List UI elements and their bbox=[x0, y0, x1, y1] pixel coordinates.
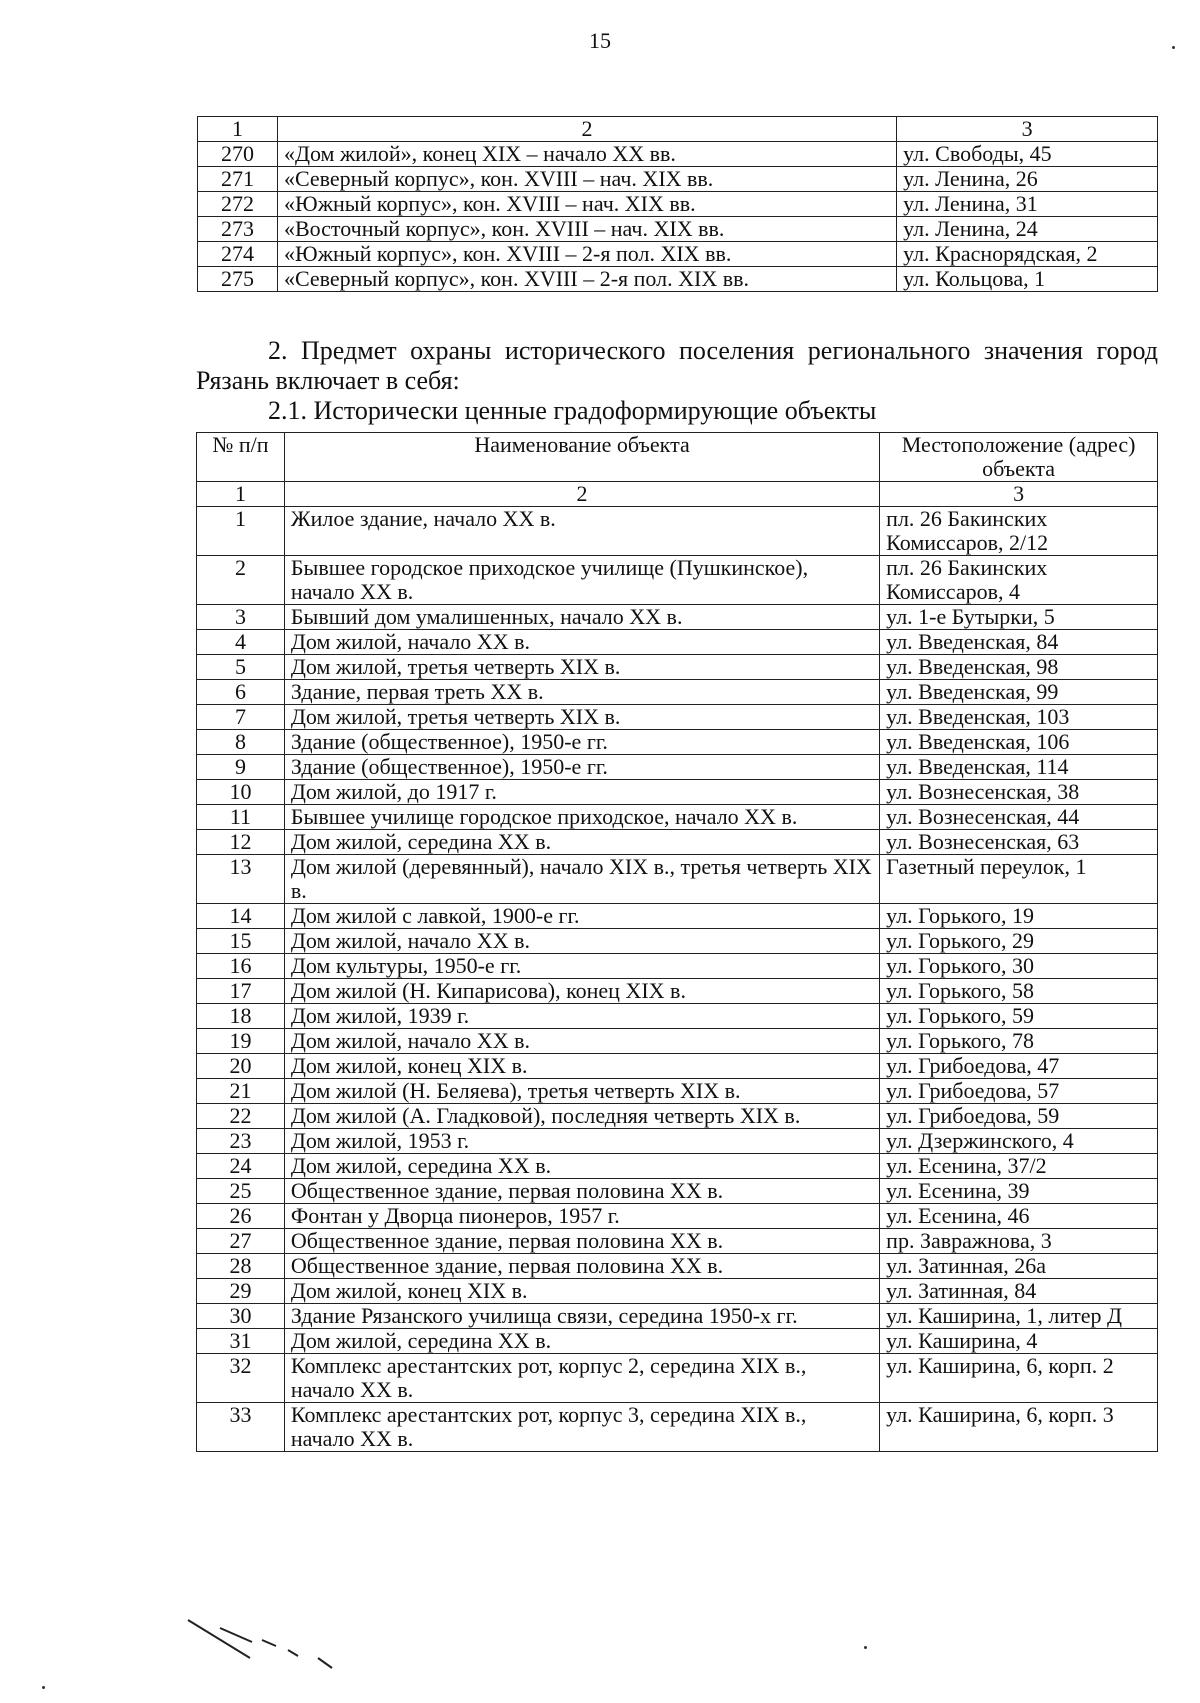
table-cell: 1 bbox=[197, 482, 285, 507]
object-address: ул. Горького, 19 bbox=[880, 904, 1158, 929]
row-number: 13 bbox=[197, 855, 285, 904]
object-name: Дом жилой, третья четверть XIX в. bbox=[284, 655, 879, 680]
speck bbox=[1172, 46, 1175, 49]
object-name: Дом жилой (Н. Кипарисова), конец XIX в. bbox=[284, 979, 879, 1004]
object-name: Комплекс арестантских рот, корпус 2, середина XIX в., начало XX в. bbox=[284, 1354, 879, 1403]
object-name: Дом жилой, 1953 г. bbox=[284, 1129, 879, 1154]
table-row bbox=[197, 1179, 1158, 1204]
row-number: 11 bbox=[197, 805, 285, 830]
object-address: ул. 1-е Бутырки, 5 bbox=[880, 605, 1158, 630]
table-row bbox=[197, 630, 1158, 655]
page-number: 15 bbox=[589, 28, 611, 53]
object-address: ул. Есенина, 46 bbox=[880, 1204, 1158, 1229]
object-address: ул. Введенская, 98 bbox=[880, 655, 1158, 680]
row-number: 16 bbox=[197, 954, 285, 979]
table-row bbox=[197, 855, 1158, 904]
object-name: Дом жилой с лавкой, 1900-е гг. bbox=[284, 904, 879, 929]
row-number: 272 bbox=[198, 192, 278, 217]
object-name: Дом жилой (деревянный), начало XIX в., третья четверть XIX в. bbox=[284, 855, 879, 904]
object-address: ул. Каширина, 6, корп. 3 bbox=[880, 1403, 1158, 1452]
paragraph-subject-protection: 2. Предмет охраны исторического поселения регионального значения город Рязань включает в себя: bbox=[196, 336, 1158, 395]
header-number: № п/п bbox=[197, 433, 285, 482]
object-address: ул. Грибоедова, 59 bbox=[880, 1104, 1158, 1129]
table-row bbox=[197, 730, 1158, 755]
table-row bbox=[197, 1204, 1158, 1229]
object-address: ул. Грибоедова, 47 bbox=[880, 1054, 1158, 1079]
row-number: 273 bbox=[198, 217, 278, 242]
row-number: 31 bbox=[197, 1329, 285, 1354]
table-row bbox=[197, 1329, 1158, 1354]
object-address: ул. Ленина, 26 bbox=[897, 167, 1158, 192]
object-address: ул. Горького, 30 bbox=[880, 954, 1158, 979]
object-address: ул. Каширина, 6, корп. 2 bbox=[880, 1354, 1158, 1403]
table-header-row bbox=[197, 433, 1158, 482]
object-name: Бывшее городское приходское училище (Пушкинское), начало XX в. bbox=[284, 556, 879, 605]
object-name: Дом жилой, середина XX в. bbox=[284, 1329, 879, 1354]
object-address: ул. Грибоедова, 57 bbox=[880, 1079, 1158, 1104]
row-number: 6 bbox=[197, 680, 285, 705]
header-address: Местоположение (адрес) объекта bbox=[880, 433, 1158, 482]
object-address: ул. Краснорядская, 2 bbox=[897, 242, 1158, 267]
object-name: Дом жилой, конец XIX в. bbox=[284, 1054, 879, 1079]
object-address: пл. 26 Бакинских Комиссаров, 2/12 bbox=[880, 507, 1158, 556]
row-number: 33 bbox=[197, 1403, 285, 1452]
object-address: ул. Ленина, 24 bbox=[897, 217, 1158, 242]
object-name: «Дом жилой», конец XIX – начало XX вв. bbox=[277, 142, 896, 167]
table-row bbox=[197, 1079, 1158, 1104]
object-name: Дом жилой (А. Гладковой), последняя четверть XIX в. bbox=[284, 1104, 879, 1129]
table-row bbox=[197, 1354, 1158, 1403]
table-row bbox=[197, 1403, 1158, 1452]
object-name: «Восточный корпус», кон. XVIII – нач. XIX вв. bbox=[277, 217, 896, 242]
row-number: 5 bbox=[197, 655, 285, 680]
object-name: «Северный корпус», кон. XVIII – нач. XIX вв. bbox=[277, 167, 896, 192]
object-address: пл. 26 Бакинских Комиссаров, 4 bbox=[880, 556, 1158, 605]
table-row bbox=[197, 1304, 1158, 1329]
object-name: Общественное здание, первая половина XX в. bbox=[284, 1229, 879, 1254]
object-address: ул. Вознесенская, 38 bbox=[880, 780, 1158, 805]
object-name: Дом жилой, до 1917 г. bbox=[284, 780, 879, 805]
row-number: 10 bbox=[197, 780, 285, 805]
object-name: Дом жилой (Н. Беляева), третья четверть XIX в. bbox=[284, 1079, 879, 1104]
table-row bbox=[197, 705, 1158, 730]
object-address: ул. Введенская, 99 bbox=[880, 680, 1158, 705]
object-name: Бывший дом умалишенных, начало XX в. bbox=[284, 605, 879, 630]
table-row bbox=[197, 1029, 1158, 1054]
object-name: Дом жилой, середина XX в. bbox=[284, 1154, 879, 1179]
table-row bbox=[197, 605, 1158, 630]
row-number: 274 bbox=[198, 242, 278, 267]
table-row bbox=[197, 830, 1158, 855]
object-address: ул. Есенина, 37/2 bbox=[880, 1154, 1158, 1179]
row-number: 1 bbox=[197, 507, 285, 556]
object-name: Здание, первая треть XX в. bbox=[284, 680, 879, 705]
row-number: 8 bbox=[197, 730, 285, 755]
table-row bbox=[198, 217, 1158, 242]
object-address: ул. Дзержинского, 4 bbox=[880, 1129, 1158, 1154]
table-row bbox=[197, 780, 1158, 805]
object-address: ул. Каширина, 4 bbox=[880, 1329, 1158, 1354]
object-address: ул. Вознесенская, 44 bbox=[880, 805, 1158, 830]
header-name: Наименование объекта bbox=[284, 433, 879, 482]
top-table bbox=[197, 116, 1158, 292]
row-number: 14 bbox=[197, 904, 285, 929]
object-name: Комплекс арестантских рот, корпус 3, середина XIX в., начало XX в. bbox=[284, 1403, 879, 1452]
row-number: 271 bbox=[198, 167, 278, 192]
table-row bbox=[197, 655, 1158, 680]
table-row bbox=[197, 755, 1158, 780]
table-row bbox=[197, 1104, 1158, 1129]
object-address: ул. Затинная, 26а bbox=[880, 1254, 1158, 1279]
table-row bbox=[197, 1154, 1158, 1179]
object-name: «Южный корпус», кон. XVIII – 2-я пол. XIX вв. bbox=[277, 242, 896, 267]
row-number: 18 bbox=[197, 1004, 285, 1029]
row-number: 2 bbox=[197, 556, 285, 605]
object-name: Жилое здание, начало XX в. bbox=[284, 507, 879, 556]
row-number: 270 bbox=[198, 142, 278, 167]
table-row bbox=[197, 1254, 1158, 1279]
table-row bbox=[197, 904, 1158, 929]
table-row bbox=[197, 1129, 1158, 1154]
table-row bbox=[198, 167, 1158, 192]
row-number: 19 bbox=[197, 1029, 285, 1054]
row-number: 20 bbox=[197, 1054, 285, 1079]
object-address: пр. Завражнова, 3 bbox=[880, 1229, 1158, 1254]
object-name: Фонтан у Дворца пионеров, 1957 г. bbox=[284, 1204, 879, 1229]
table-row bbox=[197, 507, 1158, 556]
table-row bbox=[197, 929, 1158, 954]
object-name: Дом культуры, 1950-е гг. bbox=[284, 954, 879, 979]
table-number-row bbox=[198, 117, 1158, 142]
row-number: 275 bbox=[198, 267, 278, 292]
table-row bbox=[197, 556, 1158, 605]
object-address: ул. Горького, 59 bbox=[880, 1004, 1158, 1029]
object-name: «Южный корпус», кон. XVIII – нач. XIX вв. bbox=[277, 192, 896, 217]
table-row bbox=[198, 267, 1158, 292]
row-number: 3 bbox=[197, 605, 285, 630]
row-number: 24 bbox=[197, 1154, 285, 1179]
object-name: Дом жилой, начало XX в. bbox=[284, 630, 879, 655]
table-row bbox=[198, 192, 1158, 217]
object-name: Дом жилой, начало XX в. bbox=[284, 1029, 879, 1054]
object-address: Газетный переулок, 1 bbox=[880, 855, 1158, 904]
table-cell: 1 bbox=[198, 117, 278, 142]
object-address: ул. Горького, 58 bbox=[880, 979, 1158, 1004]
row-number: 17 bbox=[197, 979, 285, 1004]
table-cell: 3 bbox=[880, 482, 1158, 507]
object-name: «Северный корпус», кон. XVIII – 2-я пол. XIX вв. bbox=[277, 267, 896, 292]
object-name: Дом жилой, начало XX в. bbox=[284, 929, 879, 954]
row-number: 29 bbox=[197, 1279, 285, 1304]
object-name: Общественное здание, первая половина XX в. bbox=[284, 1179, 879, 1204]
table-cell: 2 bbox=[284, 482, 879, 507]
object-name: Здание Рязанского училища связи, середина 1950-х гг. bbox=[284, 1304, 879, 1329]
row-number: 9 bbox=[197, 755, 285, 780]
table-cell: 2 bbox=[277, 117, 896, 142]
row-number: 28 bbox=[197, 1254, 285, 1279]
object-name: Здание (общественное), 1950-е гг. bbox=[284, 755, 879, 780]
row-number: 21 bbox=[197, 1079, 285, 1104]
row-number: 22 bbox=[197, 1104, 285, 1129]
object-name: Дом жилой, конец XIX в. bbox=[284, 1279, 879, 1304]
table-number-row bbox=[197, 482, 1158, 507]
object-name: Общественное здание, первая половина XX в. bbox=[284, 1254, 879, 1279]
row-number: 12 bbox=[197, 830, 285, 855]
table-cell: 3 bbox=[897, 117, 1158, 142]
object-name: Дом жилой, 1939 г. bbox=[284, 1004, 879, 1029]
object-name: Дом жилой, третья четверть XIX в. bbox=[284, 705, 879, 730]
object-address: ул. Свободы, 45 bbox=[897, 142, 1158, 167]
object-address: ул. Введенская, 106 bbox=[880, 730, 1158, 755]
speck bbox=[864, 1646, 867, 1649]
object-name: Дом жилой, середина XX в. bbox=[284, 830, 879, 855]
table-row bbox=[198, 142, 1158, 167]
object-name: Бывшее училище городское приходское, начало XX в. bbox=[284, 805, 879, 830]
row-number: 23 bbox=[197, 1129, 285, 1154]
object-address: ул. Есенина, 39 bbox=[880, 1179, 1158, 1204]
object-address: ул. Введенская, 84 bbox=[880, 630, 1158, 655]
table-row bbox=[197, 680, 1158, 705]
table-row bbox=[197, 979, 1158, 1004]
row-number: 15 bbox=[197, 929, 285, 954]
object-address: ул. Кольцова, 1 bbox=[897, 267, 1158, 292]
table-row bbox=[198, 242, 1158, 267]
table-row bbox=[197, 1229, 1158, 1254]
row-number: 30 bbox=[197, 1304, 285, 1329]
row-number: 4 bbox=[197, 630, 285, 655]
row-number: 32 bbox=[197, 1354, 285, 1403]
table-row bbox=[197, 805, 1158, 830]
section-heading: 2.1. Исторически ценные градоформирующие объекты bbox=[268, 396, 877, 425]
signature-scribble bbox=[180, 1610, 360, 1670]
main-table bbox=[196, 432, 1158, 1452]
row-number: 25 bbox=[197, 1179, 285, 1204]
object-address: ул. Вознесенская, 63 bbox=[880, 830, 1158, 855]
object-address: ул. Затинная, 84 bbox=[880, 1279, 1158, 1304]
row-number: 27 bbox=[197, 1229, 285, 1254]
row-number: 26 bbox=[197, 1204, 285, 1229]
object-name: Здание (общественное), 1950-е гг. bbox=[284, 730, 879, 755]
object-address: ул. Введенская, 114 bbox=[880, 755, 1158, 780]
object-address: ул. Горького, 29 bbox=[880, 929, 1158, 954]
object-address: ул. Каширина, 1, литер Д bbox=[880, 1304, 1158, 1329]
object-address: ул. Введенская, 103 bbox=[880, 705, 1158, 730]
table-row bbox=[197, 1004, 1158, 1029]
table-row bbox=[197, 1054, 1158, 1079]
object-address: ул. Ленина, 31 bbox=[897, 192, 1158, 217]
row-number: 7 bbox=[197, 705, 285, 730]
table-row bbox=[197, 1279, 1158, 1304]
object-address: ул. Горького, 78 bbox=[880, 1029, 1158, 1054]
table-row bbox=[197, 954, 1158, 979]
speck bbox=[42, 1686, 45, 1689]
